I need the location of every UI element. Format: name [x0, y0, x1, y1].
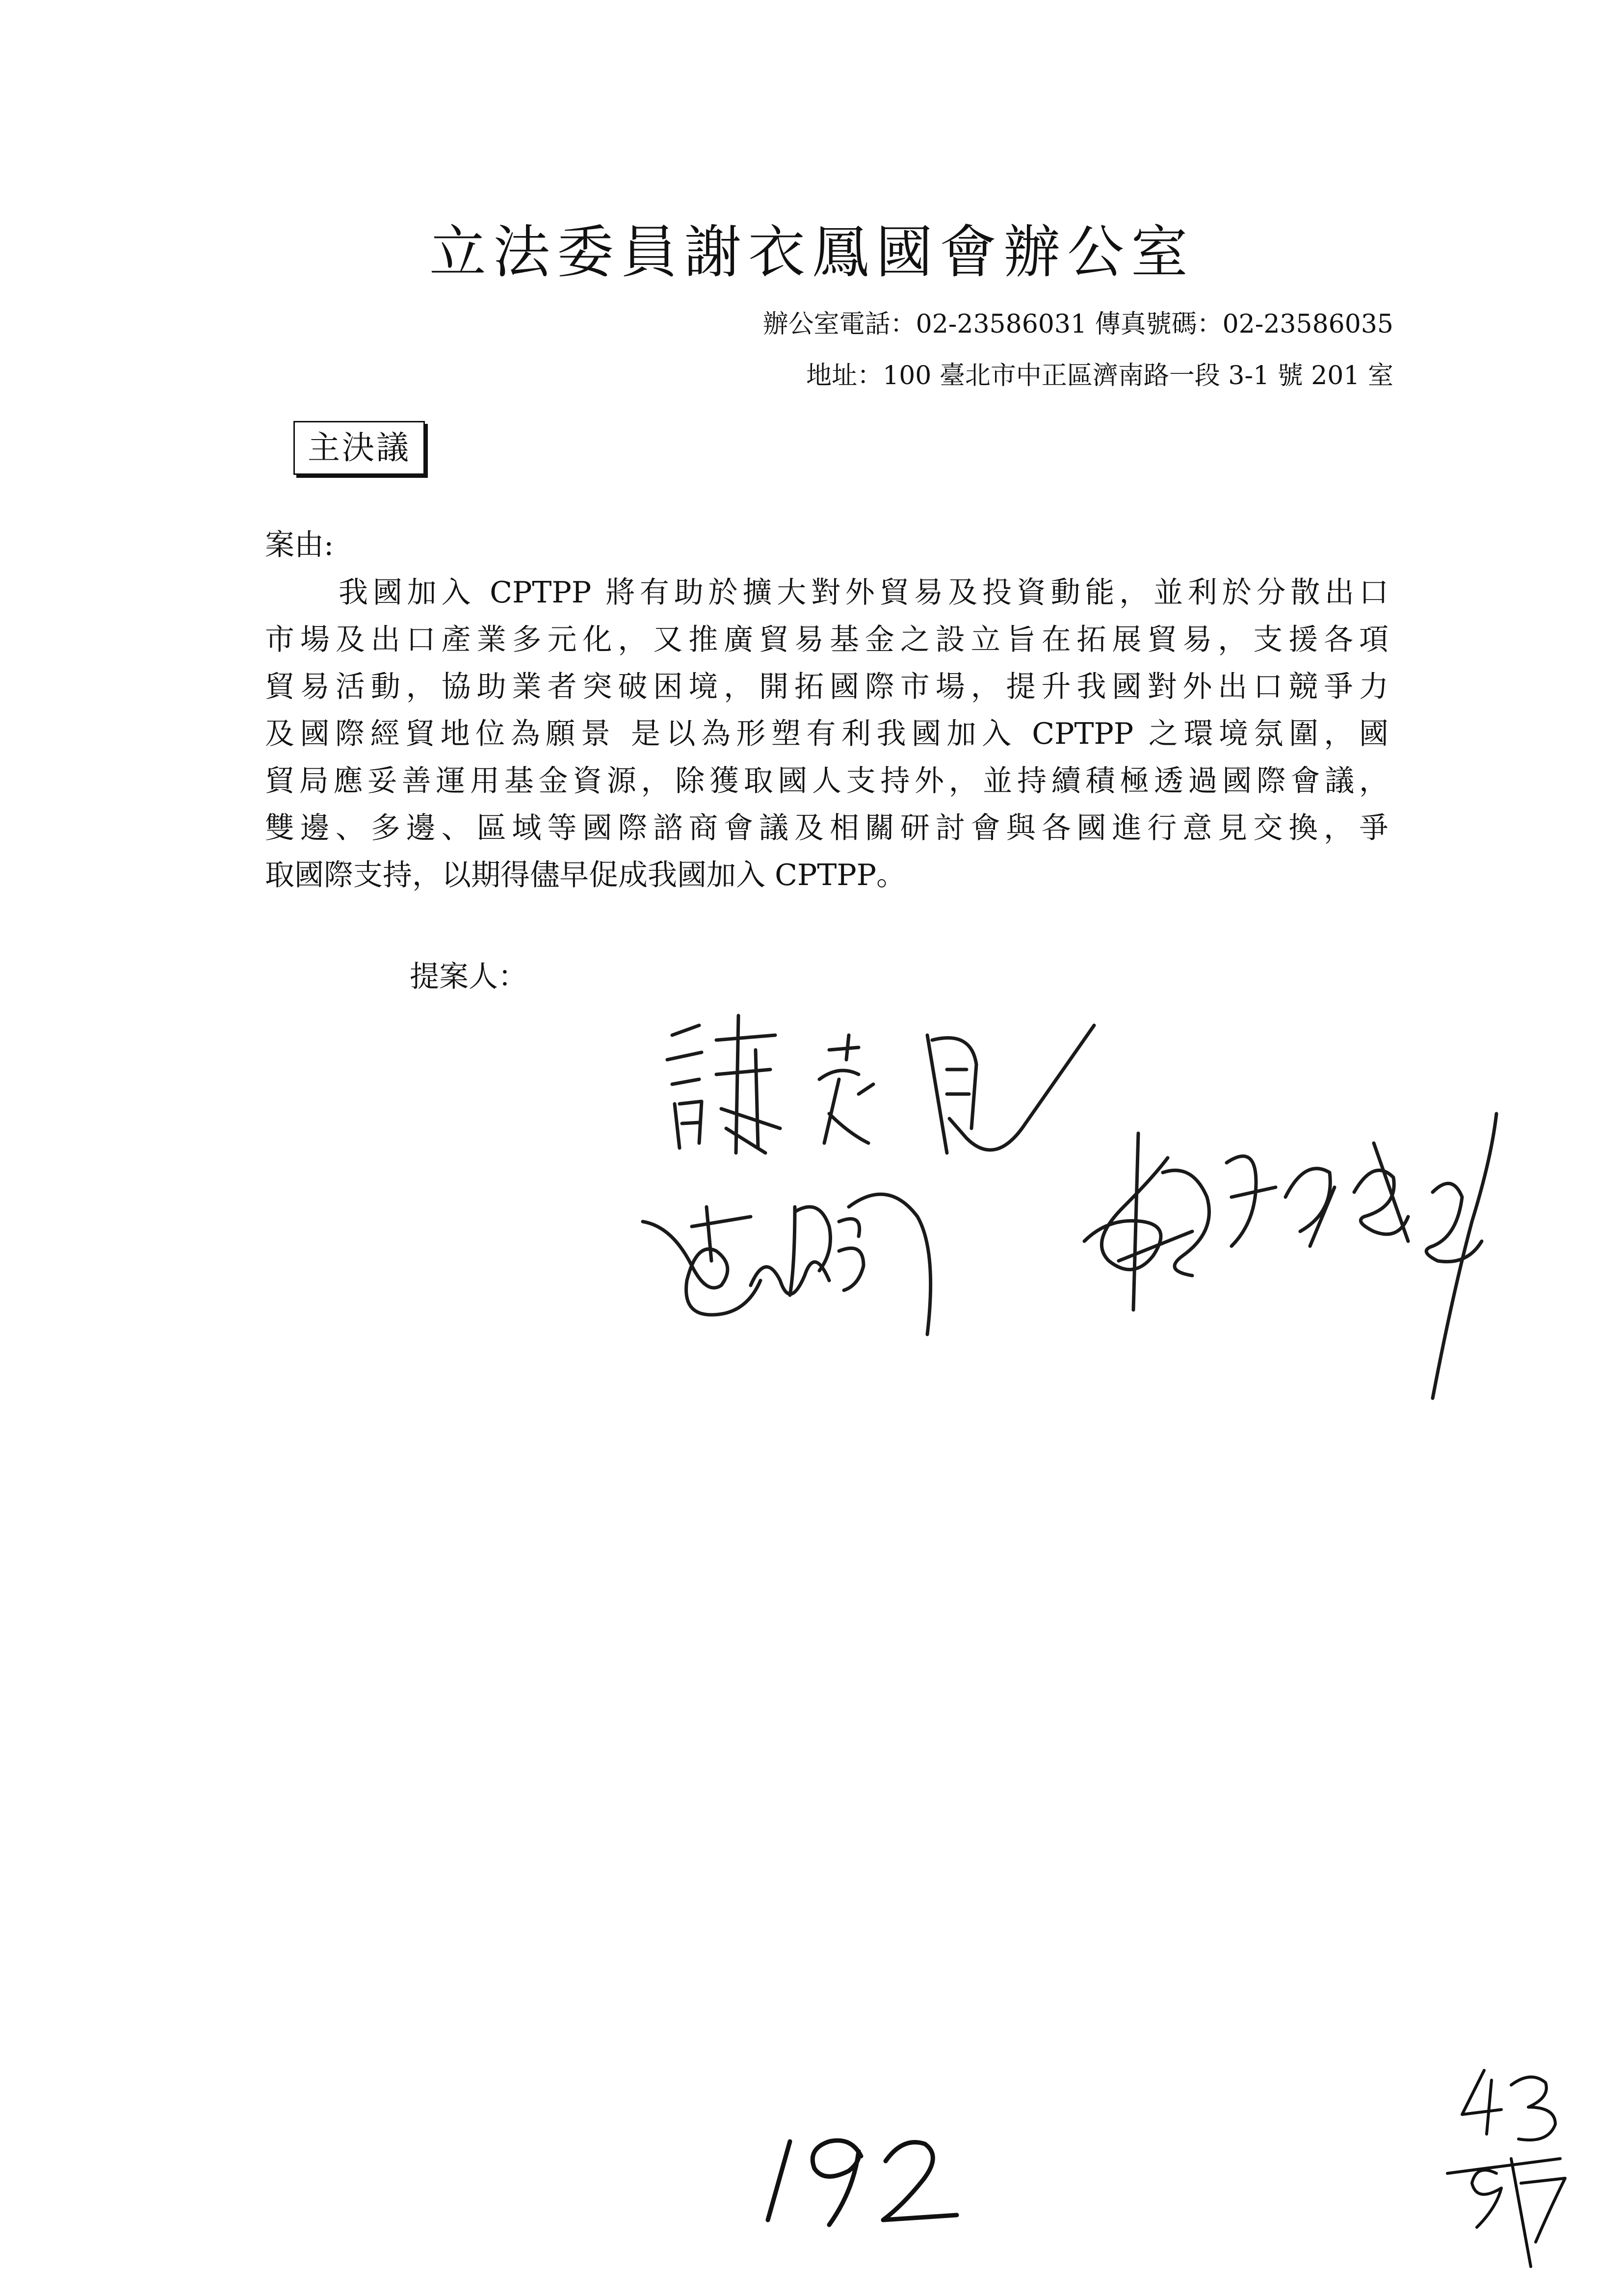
signature-xie-yifeng: [653, 1006, 1143, 1192]
signature-2: [633, 1168, 1025, 1354]
office-address: 地址：100 臺北市中正區濟南路一段 3-1 號 201 室: [806, 361, 1393, 391]
signature-3: [1079, 1099, 1521, 1403]
handwritten-page-number: [756, 2127, 981, 2230]
case-body-line: 及國際經貿地位為願景 是以為形塑有利我國加入 CPTPP 之環境氛圍，國: [265, 717, 1388, 751]
case-body-line: 市場及出口產業多元化，又推廣貿易基金之設立旨在拓展貿易，支援各項: [265, 623, 1388, 657]
handwritten-corner-numbers: [1438, 2061, 1599, 2267]
case-body-line: 取國際支持，以期得儘早促成我國加入 CPTPP。: [265, 858, 906, 892]
case-body-line: 貿易活動，協助業者突破困境，開拓國際市場，提升我國對外出口競爭力: [265, 670, 1388, 704]
office-phone-fax: 辦公室電話：02-23586031 傳真號碼：02-23586035: [762, 310, 1393, 339]
office-title: 立法委員謝衣鳳國會辦公室: [429, 219, 1195, 286]
case-body-line: 我國加入 CPTPP 將有助於擴大對外貿易及投資動能，並利於分散出口: [339, 575, 1388, 610]
main-resolution-label: 主決議: [293, 421, 425, 475]
case-heading: 案由:: [265, 528, 334, 562]
case-body-line: 貿局應妥善運用基金資源，除獲取國人支持外，並持續積極透過國際會議，: [265, 764, 1388, 798]
case-body: [265, 569, 1388, 899]
case-body-line: 雙邊、多邊、區域等國際諮商會議及相關研討會與各國進行意見交換，爭: [265, 811, 1388, 845]
proposer-label: 提案人：: [410, 960, 527, 994]
